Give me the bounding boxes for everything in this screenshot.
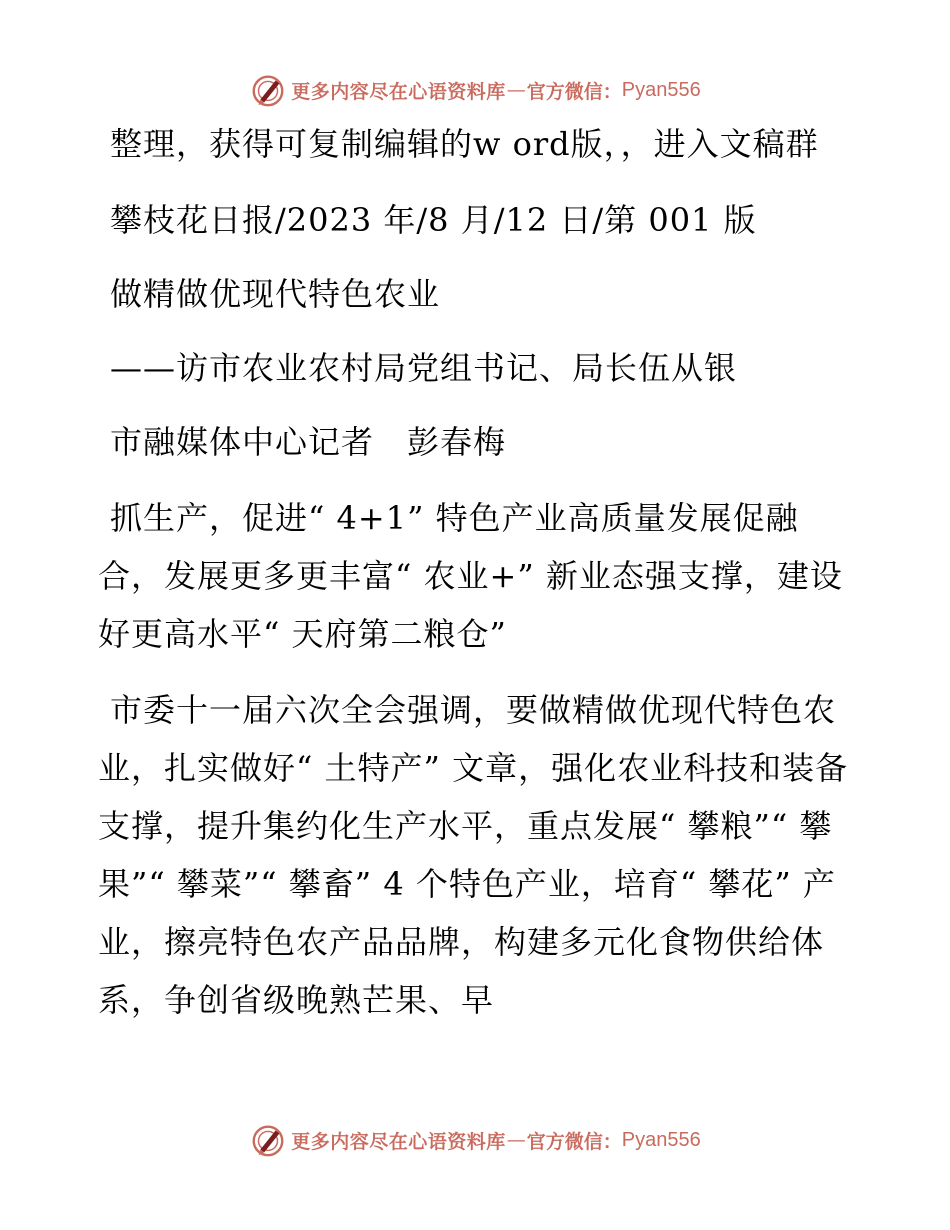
- source-line: 攀枝花日报/2023 年/8 月/12 日/第 001 版: [110, 201, 757, 239]
- banner-brand: 更多内容尽在心语资料库: [291, 80, 506, 103]
- paragraph-intro: 整理，获得可复制编辑的w ord版，，进入文稿群: [110, 125, 819, 163]
- banner-dash: —: [506, 1129, 526, 1151]
- article-title: 做精做优现代特色农业: [110, 275, 441, 313]
- header-banner: [0, 66, 950, 114]
- pen-logo-icon: [249, 1121, 287, 1159]
- article-byline: 市融媒体中心记者 彭春梅: [110, 423, 507, 461]
- banner-dash: —: [506, 79, 526, 101]
- banner-wechat-label: 官方微信：: [526, 1130, 622, 1153]
- pen-logo-icon: [249, 71, 287, 109]
- article-paragraph: 市委十一届六次全会强调，要做精做优现代特色农业，扎实做好“ 土特产” 文章，强化农业科技和装备支撑，提升集约化生产水平，重点发展“ 攀粮”“ 攀果”“ 攀菜”“ 攀畜” 4 个特色产业，培育“ 攀花” 产业，擦亮特色农产品品牌，构建多元化食物供给体系，争创省级晚熟芒果、早: [98, 691, 849, 1019]
- banner-wechat-id: Pyan556: [621, 1128, 701, 1151]
- banner-content: [249, 71, 701, 109]
- document-body: [98, 115, 858, 1029]
- banner-brand: 更多内容尽在心语资料库: [291, 1130, 506, 1153]
- banner-wechat-id: Pyan556: [621, 78, 701, 101]
- banner-content: [249, 1121, 701, 1159]
- footer-banner: [0, 1116, 950, 1164]
- article-lead: 抓生产，促进“ 4+1” 特色产业高质量发展促融合，发展更多更丰富“ 农业+” 新业态强支撑，建设好更高水平“ 天府第二粮仓”: [98, 499, 843, 653]
- article-subtitle: ——访市农业农村局党组书记、局长伍从银: [110, 349, 738, 387]
- banner-wechat-label: 官方微信：: [526, 80, 622, 103]
